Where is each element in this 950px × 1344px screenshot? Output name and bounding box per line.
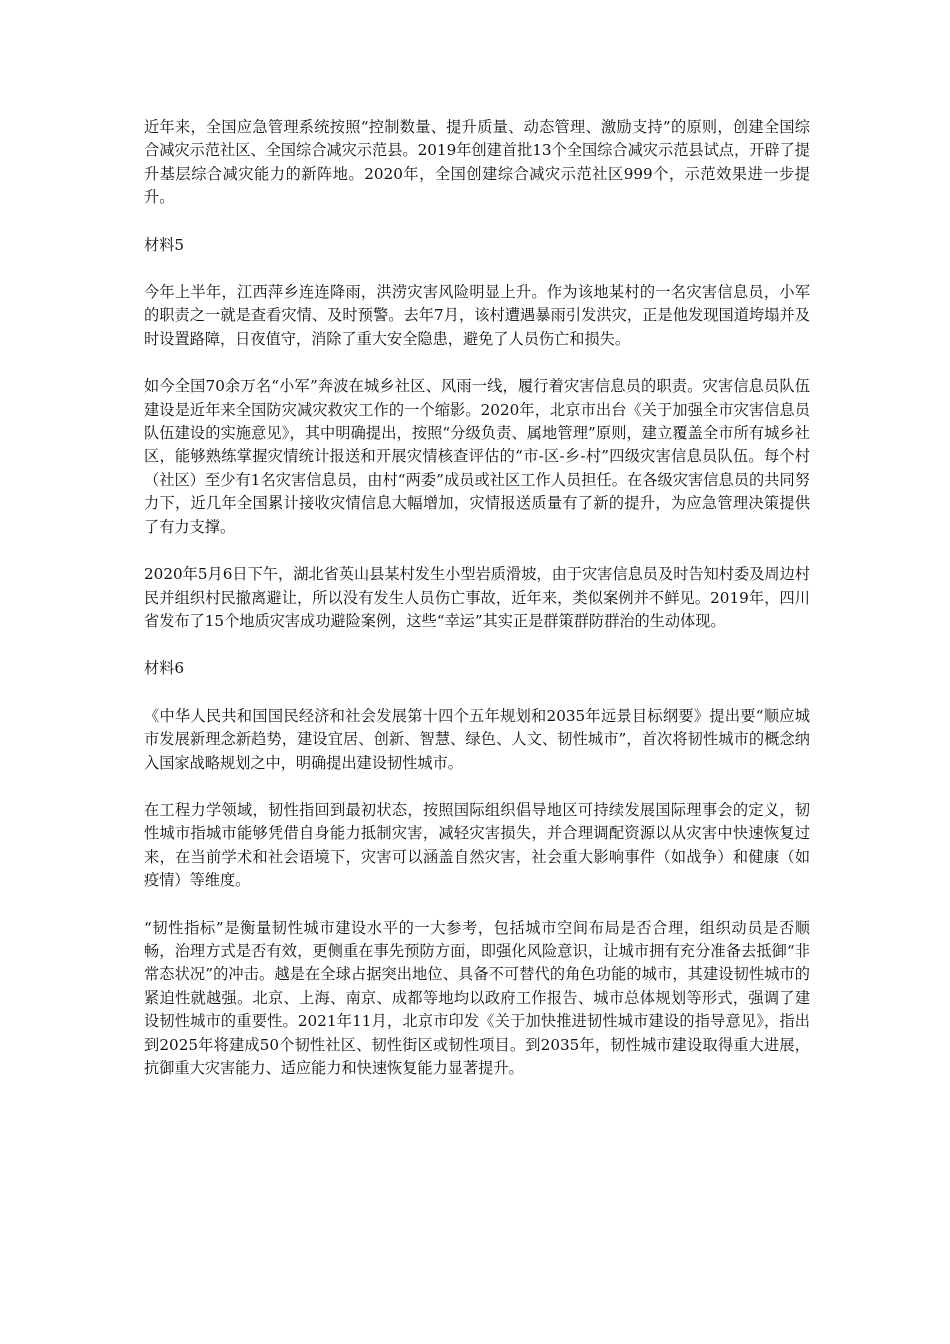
paragraph-resilience-definition: 在工程力学领域，韧性指回到最初状态，按照国际组织倡导地区可持续发展国际理事会的定义，韧性城市指城市能够凭借自身能力抵制灾害，减轻灾害损失，并合理调配资源以从灾害中快速恢复过来，在当前学术和社会语境下，灾害可以涵盖自然灾害，社会重大影响事件（如战争）和健康（如疫情）等维度。: [144, 800, 810, 890]
paragraph-resilience-indicators: “韧性指标”是衡量韧性城市建设水平的一大参考，包括城市空间布局是否合理，组织动员是否顺畅，治理方式是否有效，更侧重在事先预防方面，即强化风险意识，让城市拥有充分准备去抵御“非常态状况”的冲击。越是在全球占据突出地位、具备不可替代的角色功能的城市，其建设韧性城市的紧迫性就越强。北京、上海、南京、成都等地均以政府工作报告、城市总体规划等形式，强调了建设韧性城市的重要性。2021年11月，北京市印发《关于加快推进韧性城市建设的指导意见》，指出到2025年将建成50个韧性社区、韧性街区或韧性项目。到2035年，韧性城市建设取得重大进展，抗御重大灾害能力、适应能力和快速恢复能力显著提升。: [144, 918, 810, 1077]
paragraph-jiangxi-pingxiang: 今年上半年，江西萍乡连连降雨，洪涝灾害风险明显上升。作为该地某村的一名灾害信息员，小军的职责之一就是查看灾情、及时预警。去年7月，该村遭遇暴雨引发洪灾，正是他发现国道垮塌并及时设置路障，日夜值守，消除了重大安全隐患，避免了人员伤亡和损失。: [144, 283, 810, 348]
paragraph-hubei-landslide: 2020年5月6日下午，湖北省英山县某村发生小型岩质滑坡，由于灾害信息员及时告知村委及周边村民并组织村民撤离避让，所以没有发生人员伤亡事故，近年来，类似案例并不鲜见。2019年，四川省发布了15个地质灾害成功避险案例，这些“幸运”其实正是群策群防群治的生动体现。: [144, 565, 810, 630]
paragraph-five-year-plan: 《中华人民共和国国民经济和社会发展第十四个五年规划和2035年远景目标纲要》提出要“顺应城市发展新理念新趋势，建设宜居、创新、智慧、绿色、人文、韧性城市”，首次将韧性城市的概念纳入国家战略规划之中，明确提出建设韧性城市。: [144, 706, 810, 772]
paragraph-disaster-informants: 如今全国70余万名“小军”奔波在城乡社区、风雨一线，履行着灾害信息员的职责。灾害信息员队伍建设是近年来全国防灾减灾救灾工作的一个缩影。2020年，北京市出台《关于加强全市灾害信息员队伍建设的实施意见》，其中明确提出，按照“分级负责、属地管理”原则，建立覆盖全市所有城乡社区，能够熟练掌握灾情统计报送和开展灾情核查评估的“市-区-乡-村”四级灾害信息员队伍。每个村（社区）至少有1名灾害信息员，由村“两委”成员或社区工作人员担任。在各级灾害信息员的共同努力下，近几年全国累计接收灾情信息大幅增加，灾情报送质量有了新的提升，为应急管理决策提供了有力支撑。: [144, 377, 810, 536]
paragraph-demonstration-community: 近年来，全国应急管理系统按照“控制数量、提升质量、动态管理、激励支持”的原则，创建全国综合减灾示范社区、全国综合减灾示范县。2019年创建首批13个全国综合减灾示范县试点，开辟了提升基层综合减灾能力的新阵地。2020年，全国创建综合减灾示范社区999个，示范效果进一步提升。: [144, 118, 810, 207]
document-body: [144, 116, 810, 1104]
material-6-heading: 材料6: [144, 659, 185, 678]
material-5-heading: 材料5: [144, 235, 185, 254]
